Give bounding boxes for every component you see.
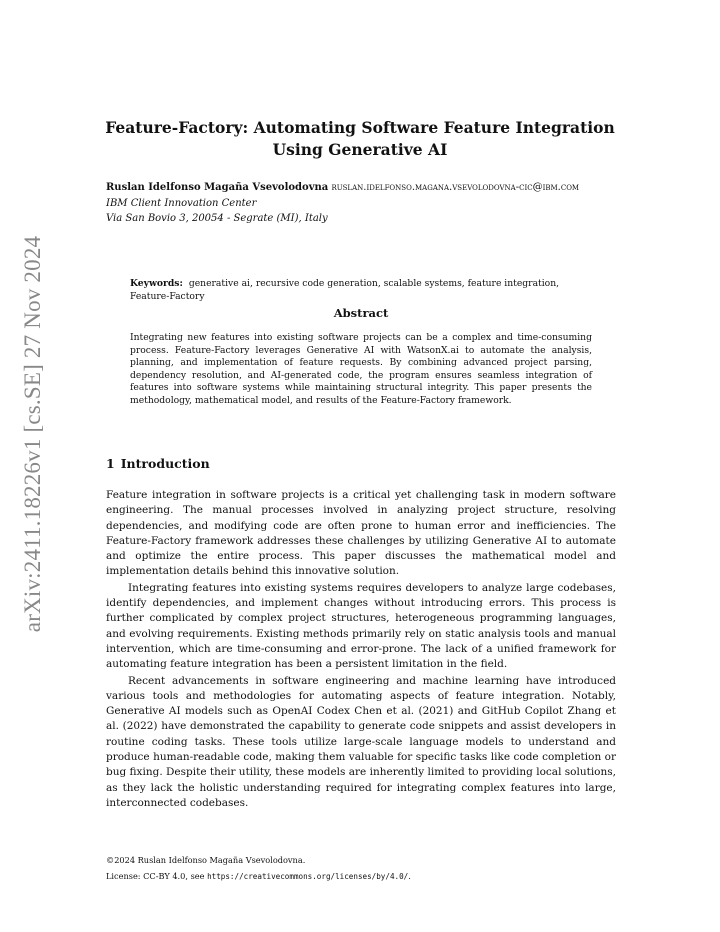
keywords-label: Keywords: (130, 278, 183, 289)
license-suffix: . (408, 871, 411, 881)
section-body (106, 488, 616, 811)
paragraph: Recent advancements in software engineering and machine learning have introduced various tools and methodologies for automating aspects of feature integration. Notably, Generative AI models such as OpenAI Codex Chen et al. (2021) and GitHub Copilot Zhang et al. (2022) have demonstrated the capability to generate code snippets and assist developers in routine coding tasks. These tools utilize large-scale language models to understand and produce human-readable code, making them valuable for specific tasks like code completion or bug fixing. Despite their utility, these models are inherently limited to providing local solutions, as they lack the holistic understanding required for integrating complex features into large, interconnected codebases. (106, 674, 616, 809)
author-address: Via San Bovio 3, 20054 - Segrate (MI), Italy (106, 213, 328, 224)
author-email[interactable]: ruslan.idelfonso.magana.vsevolodovna-cic@ibm.com (331, 182, 580, 193)
author-name: Ruslan Idelfonso Magaña Vsevolodovna (106, 182, 329, 193)
section-title: Introduction (120, 456, 210, 471)
footer (106, 852, 626, 885)
keywords (130, 278, 592, 303)
paper-title: Feature-Factory: Automating Software Feature Integration Using Generative AI (105, 118, 615, 159)
section-heading (106, 456, 210, 471)
keywords-text: generative ai, recursive code generation, scalable systems, feature integration, Feature-Factory (130, 278, 560, 302)
paragraph: Feature integration in software projects is a critical yet challenging task in modern software engineering. The manual processes involved in analyzing project structure, resolving dependencies, and modifying code are often prone to human error and inefficiencies. The Feature-Factory framework addresses these challenges by utilizing Generative AI to automate and optimize the entire process. This paper discusses the mathematical model and implementation details behind this innovative solution. (106, 489, 616, 578)
section-number: 1 (106, 456, 115, 471)
author-affiliation: IBM Client Innovation Center (106, 197, 257, 209)
abstract-text: Integrating new features into existing software projects can be a complex and time-consuming process. Feature-Factory leverages Generative AI with WatsonX.ai to automate the analysis, planning, and implementation of feature requests. By combining advanced project parsing, dependency resolution, and AI-generated code, the program ensures seamless integration of features into software systems while maintaining structural integrity. This paper presents the methodology, mathematical model, and results of the Feature-Factory framework. (130, 332, 592, 406)
abstract-heading: Abstract (333, 306, 389, 320)
license-prefix: License: CC-BY 4.0, see (106, 871, 208, 881)
arxiv-identifier-text: arXiv:2411.18226v1 [cs.SE] 27 Nov 2024 (20, 235, 45, 632)
license-line (106, 868, 626, 885)
author-line (106, 180, 616, 196)
arxiv-identifier (11, 226, 55, 641)
paragraph: Integrating features into existing systems requires developers to analyze large codebases, identify dependencies, and implement changes without introducing errors. This process is further complicated by complex project structures, heterogeneous programming languages, and evolving requirements. Existing methods primarily rely on static analysis tools and manual intervention, which are time-consuming and error-prone. The lack of a unified framework for automating feature integration has been a persistent limitation in the field. (106, 581, 616, 671)
license-link[interactable]: https://creativecommons.org/licenses/by/4.0/ (207, 872, 409, 881)
copyright-notice: ©2024 Ruslan Idelfonso Magaña Vsevolodovna. (106, 855, 306, 865)
author-block (106, 180, 616, 227)
